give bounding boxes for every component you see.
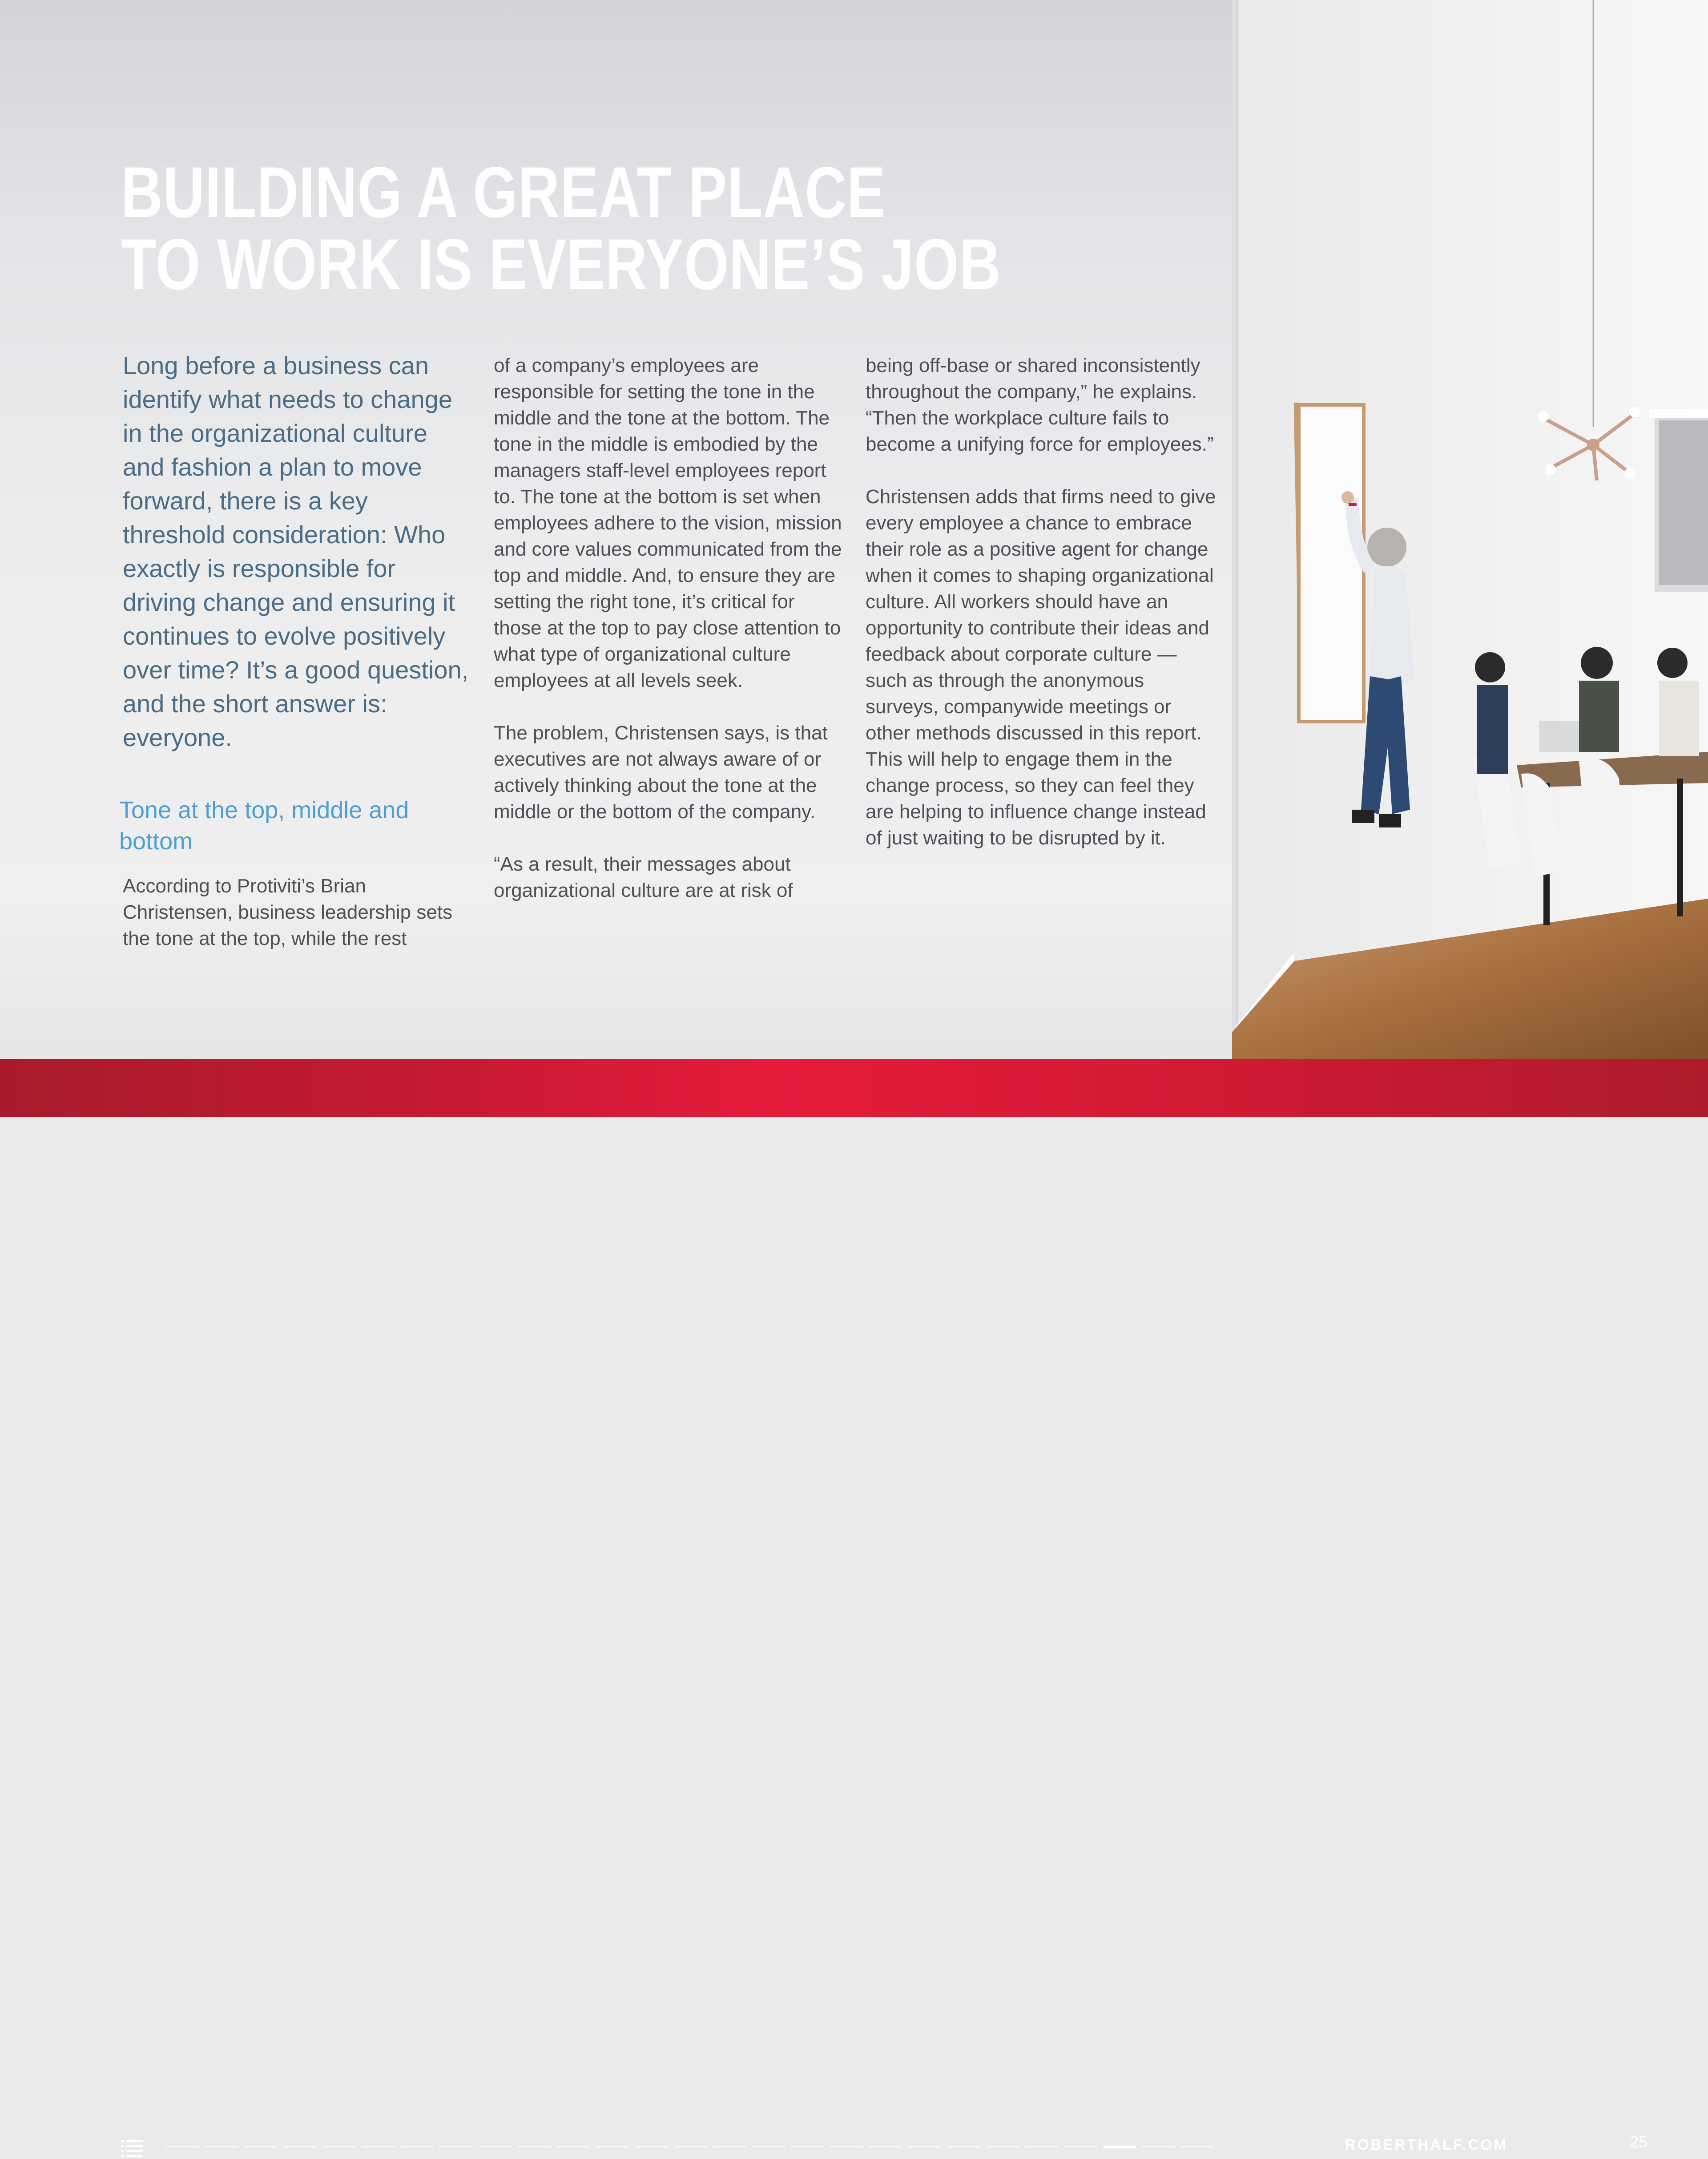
progress-segment[interactable] [986,2146,1019,2147]
progress-segment[interactable] [1104,2146,1136,2148]
office-meeting-photo [1232,0,1708,1059]
progress-segment[interactable] [518,2146,551,2147]
lead-paragraph: Long before a business can identify what needs to change in the organizational culture and fashion a plan to move forward, there is a key threshold consideration: Who exactly is responsible for driving change and ensuring it continues to evolve positively over time? It’s a good question, and the short answer is: everyone. [123,351,469,751]
progress-segment[interactable] [1064,2146,1097,2147]
progress-segment[interactable] [283,2146,316,2147]
progress-segment[interactable] [166,2146,199,2147]
body-column-1 [123,873,461,978]
progress-segment[interactable] [869,2146,902,2147]
list-menu-icon[interactable] [121,2139,143,2157]
progress-segment[interactable] [245,2146,278,2147]
progress-segment[interactable] [401,2146,434,2147]
progress-segment[interactable] [947,2146,980,2147]
site-link[interactable]: ROBERTHALF.COM [1345,2136,1508,2153]
progress-segment[interactable] [205,2146,238,2147]
progress-segment[interactable] [713,2146,746,2147]
col2-paragraph-2: The problem, Christensen says, is that executives are not always aware of or actively thinking about the tone at the middle or the bottom of the company. [494,722,828,823]
progress-segment[interactable] [479,2146,512,2147]
progress-segment[interactable] [362,2146,395,2147]
title-line-1: BUILDING A GREAT PLACE [121,152,886,233]
progress-segment[interactable] [674,2146,707,2147]
progress-segment[interactable] [752,2146,785,2147]
col3-paragraph-2: Christensen adds that firms need to give every employee a chance to embrace their role as a positive agent for change when it comes to shaping organizational culture. All workers should have an opportunity to contribute their ideas and feedback about corporate culture — such as through the anonymous surveys, companywide meetings or other methods discussed in this report. This will help to engage them in the change process, so they can feel they are helping to influence change instead of just waiting to be disrupted by it. [866,486,1216,849]
progress-segment[interactable] [830,2146,863,2147]
footer-bar [0,1059,1708,2153]
page-progress-indicator[interactable] [166,2146,1214,2149]
progress-segment[interactable] [1181,2146,1214,2147]
progress-segment[interactable] [1025,2146,1058,2147]
progress-segment[interactable] [908,2146,941,2147]
progress-segment[interactable] [439,2146,472,2147]
progress-segment[interactable] [322,2146,355,2147]
col2-paragraph-3: “As a result, their messages about organizational culture are at risk of [494,853,793,901]
body-column-3 [866,352,1217,877]
col3-paragraph-1: being off-base or shared inconsistently throughout the company,” he explains. “Then the workplace culture fails to become a unifying force for employees.” [866,355,1214,455]
page-number: 25 [1630,2133,1648,2151]
page-title [121,152,1001,305]
progress-segment[interactable] [1142,2146,1175,2147]
body-column-2 [494,352,845,930]
title-line-2: TO WORK IS EVERYONE’S JOB [121,224,1001,305]
progress-segment[interactable] [596,2146,629,2147]
progress-segment[interactable] [557,2146,590,2147]
progress-segment[interactable] [791,2146,824,2147]
section-subheading: Tone at the top, middle and bottom [119,797,409,855]
progress-segment[interactable] [635,2146,668,2147]
col2-paragraph-1: of a company’s employees are responsible for setting the tone in the middle and the tone at the bottom. The tone in the middle is embodied by the managers staff-level employees report to. The tone at the bottom is set when employees adhere to the vision, mission and core values communicated from the top and middle. And, to ensure they are setting the right tone, it’s critical for those at the top to pay close attention to what type of organizational culture employees at all levels seek. [494,355,842,691]
col1-paragraph-1: According to Protiviti’s Brian Christensen, business leadership sets the tone at the top, while the rest [123,875,453,949]
